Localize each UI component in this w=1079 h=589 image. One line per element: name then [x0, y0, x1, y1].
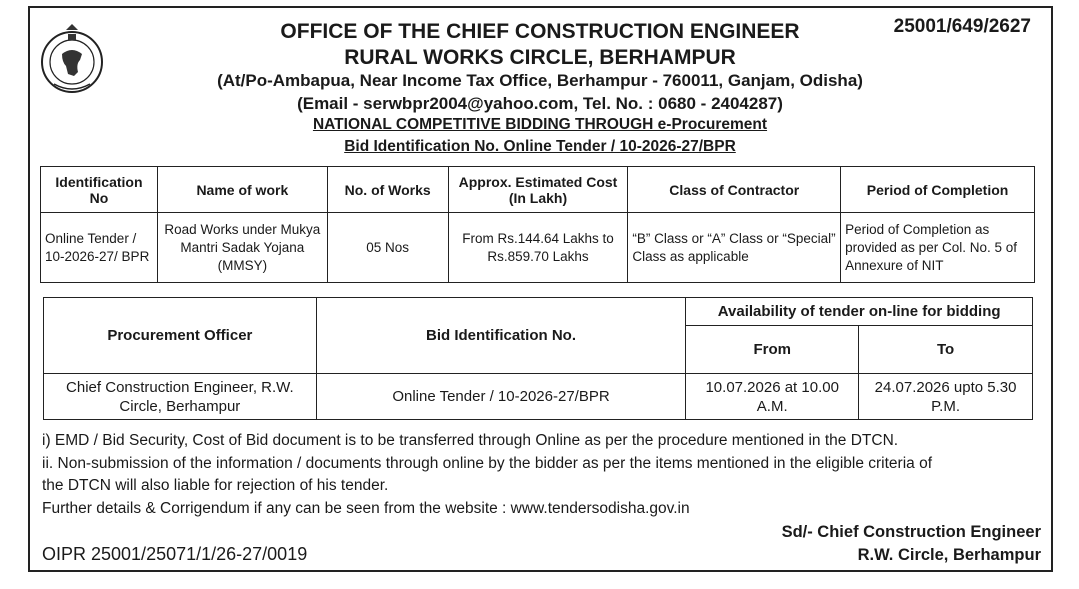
signature-office: R.W. Circle, Berhampur	[857, 546, 1041, 564]
col-class-of-contractor: Class of Contractor	[628, 167, 841, 213]
cell-class-of-contractor: “B” Class or “A” Class or “Special” Class as applicable	[628, 213, 841, 283]
col-estimated-cost: Approx. Estimated Cost (In Lakh)	[448, 167, 628, 213]
cell-to-date: 24.07.2026 upto 5.30 P.M.	[859, 374, 1033, 420]
bid-id-heading: Bid Identification No. Online Tender / 10-2026-27/BPR	[344, 138, 736, 155]
table-header-row	[41, 167, 1035, 213]
cell-period-of-completion: Period of Completion as provided as per Col. No. 5 of Annexure of NIT	[841, 213, 1035, 283]
note-non-submission: ii. Non-submission of the information / documents through online by the bidder as per the items mentioned in the eligible criteria of	[42, 454, 933, 472]
circle-title: RURAL WORKS CIRCLE, BERHAMPUR	[344, 46, 736, 69]
col-to: To	[859, 326, 1033, 374]
col-period-of-completion: Period of Completion	[841, 167, 1035, 213]
col-identification-no: Identification No	[41, 167, 158, 213]
table-row	[41, 213, 1035, 283]
cell-procurement-officer: Chief Construction Engineer, R.W. Circle, Berhampur	[44, 374, 317, 420]
bidding-heading: NATIONAL COMPETITIVE BIDDING THROUGH e-Procurement	[312, 116, 768, 133]
cell-from-date: 10.07.2026 at 10.00 A.M.	[686, 374, 859, 420]
cell-bid-identification: Online Tender / 10-2026-27/BPR	[316, 374, 686, 420]
cell-identification-no: Online Tender / 10-2026-27/ BPR	[41, 213, 158, 283]
signature-title: Sd/- Chief Construction Engineer	[781, 523, 1041, 541]
col-from: From	[686, 326, 859, 374]
note-emd: i) EMD / Bid Security, Cost of Bid document is to be transferred through Online as per the procedure mentioned in the DTCN.	[42, 432, 899, 449]
availability-table	[43, 297, 1033, 420]
notes-section	[42, 430, 1052, 520]
odisha-state-emblem-icon	[40, 20, 104, 104]
col-availability: Availability of tender on-line for bidding	[686, 298, 1033, 326]
table-row	[44, 374, 1033, 420]
col-bid-identification: Bid Identification No.	[316, 298, 686, 374]
cell-estimated-cost: From Rs.144.64 Lakhs to Rs.859.70 Lakhs	[448, 213, 628, 283]
office-title: OFFICE OF THE CHIEF CONSTRUCTION ENGINEER	[280, 20, 800, 43]
contact-details: (Email - serwbpr2004@yahoo.com, Tel. No. : 0680 - 2404287)	[297, 94, 783, 113]
note-website: Further details & Corrigendum if any can be seen from the website : www.tendersodisha.gov.in	[42, 499, 690, 517]
reference-number: 25001/649/2627	[893, 16, 1031, 37]
col-name-of-work: Name of work	[157, 167, 327, 213]
office-address: (At/Po-Ambapua, Near Income Tax Office, Berhampur - 760011, Ganjam, Odisha)	[217, 71, 863, 90]
note-non-submission-cont: the DTCN will also liable for rejection of his tender.	[42, 477, 389, 494]
col-no-of-works: No. of Works	[327, 167, 448, 213]
cell-no-of-works: 05 Nos	[327, 213, 448, 283]
tender-details-table	[40, 166, 1035, 283]
cell-name-of-work: Road Works under Mukya Mantri Sadak Yojana (MMSY)	[157, 213, 327, 283]
col-procurement-officer: Procurement Officer	[44, 298, 317, 374]
oipr-number: OIPR 25001/25071/1/26-27/0019	[42, 544, 308, 564]
